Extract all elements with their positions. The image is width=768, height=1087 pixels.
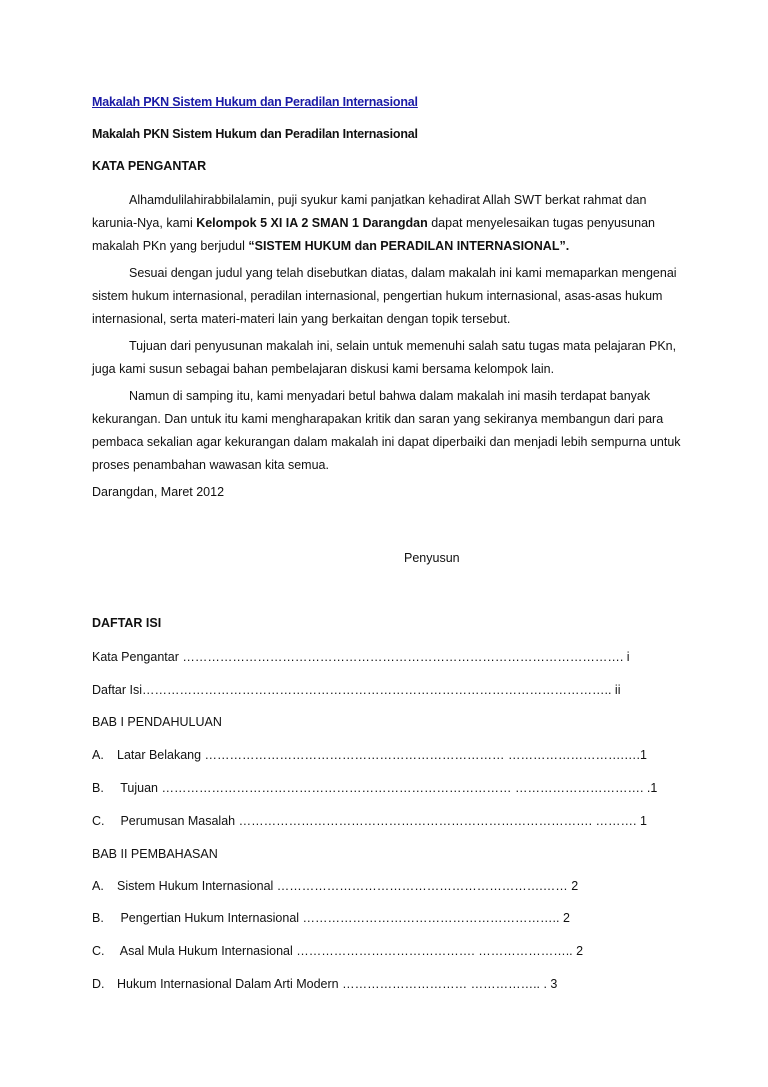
paragraph-1-report-title: “SISTEM HUKUM dan PERADILAN INTERNASIONAL”. (248, 239, 570, 253)
toc-item-c2 (92, 943, 583, 959)
title-link[interactable]: Makalah PKN Sistem Hukum dan Peradilan Internasional (92, 95, 418, 109)
daftar-isi-heading: DAFTAR ISI (92, 616, 162, 630)
toc-item-text: Latar Belakang ……………………………………………………………… ……………………….….1 (117, 748, 647, 762)
toc-item-number: B. (92, 911, 104, 925)
toc-item-b2 (92, 910, 570, 926)
paragraph-1-group-name: Kelompok 5 XI IA 2 SMAN 1 Darangdan (196, 216, 428, 230)
toc-item-number: C. (92, 814, 105, 828)
toc-item-text: Perumusan Masalah …………………………………………………………………………. ………. 1 (117, 814, 647, 828)
toc-item-text: Tujuan ………………………………………………………………………… …………………………. .1 (117, 781, 658, 795)
paragraph-3: Tujuan dari penyusunan makalah ini, selain untuk memenuhi salah satu tugas mata pelajaran PKn, juga kami susun sebagai bahan pembelajaran diskusi kami bersama kelompok lain. (92, 339, 677, 376)
toc-daftar-isi: Daftar Isi………………………………………………………………………………………………….. ii (92, 683, 621, 697)
toc-bab-1: BAB I PENDAHULUAN (92, 715, 222, 729)
toc-kata-pengantar: Kata Pengantar ……………………………………………………………………………………………. i (92, 650, 630, 664)
paragraph-1-text-c: dapat menyelesaikan tugas penyusunan makalah PKn yang berjudul (92, 216, 655, 253)
toc-item-number: D. (92, 977, 105, 991)
toc-item-text: Hukum Internasional Dalam Arti Modern ………………………… …………….. . 3 (117, 977, 558, 991)
paragraph-2: Sesuai dengan judul yang telah disebutkan diatas, dalam makalah ini kami memaparkan mengenai sistem hukum internasional, peradilan internasional, pengertian hukum internasional, asas-asas hukum internasional, serta materi-materi lain yang berkaitan dengan topik tersebut. (92, 266, 677, 326)
toc-item-number: B. (92, 781, 104, 795)
paragraph-1 (92, 189, 682, 258)
toc-item-d2 (92, 976, 557, 992)
toc-item-text: Asal Mula Hukum Internasional ……………………………………. ………………….. 2 (117, 944, 584, 958)
toc-bab-2: BAB II PEMBAHASAN (92, 847, 218, 861)
paragraph-4: Namun di samping itu, kami menyadari betul bahwa dalam makalah ini masih terdapat banyak kekurangan. Dan untuk itu kami mengharapakan kritik dan saran yang sekiranya membangun dari para pembaca sekalian agar kekurangan dalam makalah ini dapat diperbaiki dan menjadi lebih sempurna untuk proses penambahan wawasan kita semua. (92, 389, 681, 472)
document-title: Makalah PKN Sistem Hukum dan Peradilan Internasional (92, 127, 418, 141)
toc-item-text: Pengertian Hukum Internasional …………………………………………………….. 2 (117, 911, 570, 925)
toc-item-a2 (92, 878, 578, 894)
place-date: Darangdan, Maret 2012 (92, 485, 225, 499)
toc-item-a1 (92, 747, 647, 763)
paragraph-1-text-a: Alhamdulilahirabbilalamin, puji syukur kami panjatkan kehadirat Allah SWT berkat rahmat dan karunia-Nya, kami (92, 193, 647, 230)
toc-item-text: Sistem Hukum Internasional ……………………………………………………….…… 2 (117, 879, 579, 893)
toc-item-number: C. (92, 944, 105, 958)
toc-item-c1 (92, 813, 647, 829)
kata-pengantar-heading: KATA PENGANTAR (92, 159, 207, 173)
signature-label: Penyusun (404, 551, 460, 565)
toc-item-number: A. (92, 879, 104, 893)
toc-item-b1 (92, 780, 657, 796)
toc-item-number: A. (92, 748, 104, 762)
